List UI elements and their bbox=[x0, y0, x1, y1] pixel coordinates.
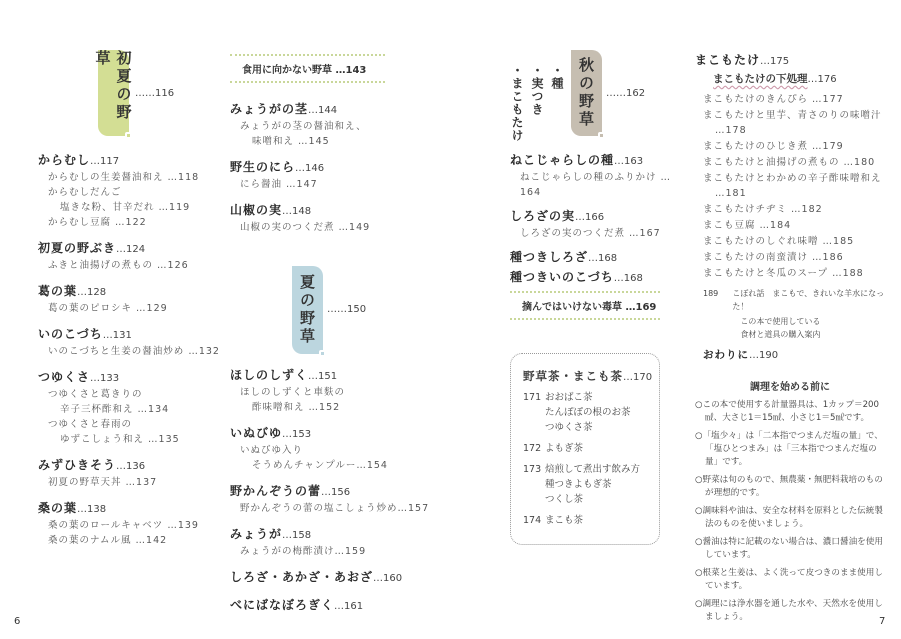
toc-group bbox=[230, 425, 430, 473]
tea-line: おおばこ茶 bbox=[545, 392, 593, 403]
heading-page: …158 bbox=[282, 530, 312, 541]
toc-group bbox=[230, 483, 430, 516]
toc-subitem bbox=[230, 443, 430, 473]
toc-subitem bbox=[38, 475, 228, 490]
makomo-items bbox=[695, 92, 895, 281]
makomo-item bbox=[695, 171, 895, 201]
toc-subitem bbox=[38, 387, 228, 417]
prep-title: まこもたけの下処理 bbox=[713, 73, 808, 85]
item-line: まこもたけのしぐれ味噌 …185 bbox=[703, 236, 855, 247]
note-text: 食用に向かない野草 …143 bbox=[242, 65, 367, 76]
heading-page: …156 bbox=[321, 487, 351, 498]
note-text: 摘んではいけない毒草 …169 bbox=[522, 302, 657, 313]
toc-heading bbox=[230, 159, 430, 177]
subitem-line: 葛の葉のピロシキ …129 bbox=[48, 303, 168, 314]
subitem-line: 酢味噌和え …152 bbox=[252, 402, 341, 413]
heading-title: 葛の葉 bbox=[38, 284, 78, 298]
toc-subitem bbox=[510, 226, 690, 241]
tea-lines bbox=[545, 462, 640, 507]
subitem-line: 野かんぞうの蕾の塩こしょう炒め…157 bbox=[240, 503, 430, 514]
toc-column-4 bbox=[695, 52, 895, 364]
tea-lines bbox=[545, 390, 631, 435]
tea-row bbox=[523, 513, 659, 528]
tea-line: つくし茶 bbox=[545, 494, 584, 505]
autumn-side-text bbox=[510, 64, 566, 144]
makomo-item bbox=[695, 234, 895, 249]
toc-subitem bbox=[38, 301, 228, 316]
toc-heading bbox=[38, 457, 228, 475]
extra-column: こぼれ話 まこもで、きれいな羊水になった！ bbox=[732, 289, 885, 311]
toc-heading bbox=[230, 483, 430, 501]
heading-page: …163 bbox=[614, 156, 644, 167]
toc-heading bbox=[38, 240, 228, 258]
heading-title: みずひきそう bbox=[38, 458, 117, 472]
makomo-item bbox=[695, 218, 895, 233]
toc-group bbox=[510, 208, 690, 241]
toc-heading bbox=[510, 249, 690, 267]
tea-page-num: 172 bbox=[523, 443, 542, 454]
subitem-line: にら醤油 …147 bbox=[240, 179, 318, 190]
note-bullet: ○野菜は旬のもので、無農薬・無肥料栽培のものが理想的です。 bbox=[695, 475, 883, 498]
side-text: ・まこもたけ bbox=[510, 64, 524, 142]
subitem-line: 桑の葉のナムル風 …142 bbox=[48, 535, 168, 546]
toc-heading bbox=[38, 369, 228, 387]
subitem-line: ほしのしずくと車麩の bbox=[240, 387, 346, 398]
extra-line: この本で使用している bbox=[740, 317, 821, 326]
poison-note bbox=[510, 291, 660, 320]
makomo-prep bbox=[695, 70, 895, 89]
extra-line: 食材と道具の購入案内 bbox=[740, 330, 821, 339]
toc-heading bbox=[510, 208, 690, 226]
page-number-left: 6 bbox=[14, 616, 21, 627]
autumn-page: ……162 bbox=[606, 88, 646, 99]
makomo-item bbox=[695, 108, 895, 138]
subitem-line: ゆずこしょう和え …135 bbox=[60, 434, 180, 445]
subitem-line: みょうがの茎の醤油和え、 bbox=[240, 121, 367, 132]
tea-row bbox=[523, 441, 659, 456]
heading-page: …133 bbox=[90, 373, 120, 384]
item-line: まこも豆腐 …184 bbox=[703, 220, 792, 231]
subitem-line: 桑の葉のロールキャベツ …139 bbox=[48, 520, 199, 531]
toc-group bbox=[230, 101, 430, 149]
toc-subitem bbox=[38, 518, 228, 533]
item-line: まこもたけのきんぴら …177 bbox=[703, 94, 844, 105]
toc-group bbox=[38, 500, 228, 548]
subitem-line: 山椒の実のつくだ煮 …149 bbox=[240, 222, 371, 233]
toc-group bbox=[230, 597, 430, 615]
heading-title: いぬびゆ bbox=[230, 426, 283, 440]
toc-heading bbox=[230, 202, 430, 220]
toc-column-2-bottom bbox=[230, 367, 430, 625]
subitem-line: からむしだんご bbox=[48, 187, 122, 198]
summer-label bbox=[292, 266, 323, 354]
makomo-item bbox=[695, 266, 895, 281]
heading-page: …144 bbox=[308, 105, 338, 116]
toc-heading bbox=[510, 152, 690, 170]
extra-num: 189 bbox=[703, 289, 719, 298]
subitem-line: 味噌和え …145 bbox=[252, 136, 330, 147]
tea-rows bbox=[523, 390, 659, 528]
subitem-line: つゆくさと葛きりの bbox=[48, 389, 143, 400]
tea-line: たんぽぽの根のお茶 bbox=[545, 407, 631, 418]
afterword-page: …190 bbox=[749, 350, 779, 361]
toc-subitem bbox=[38, 533, 228, 548]
subitem-line: いのこづちと生姜の醤油炒め …132 bbox=[48, 346, 220, 357]
makomo-item bbox=[695, 202, 895, 217]
tea-lines bbox=[545, 513, 583, 528]
toc-heading bbox=[38, 152, 228, 170]
tea-page-num: 171 bbox=[523, 392, 542, 403]
item-line: まこもたけと冬瓜のスープ …188 bbox=[703, 268, 864, 279]
heading-page: …153 bbox=[282, 429, 312, 440]
heading-page: …151 bbox=[308, 371, 338, 382]
toc-group bbox=[38, 283, 228, 316]
note-bullet: ○この本で使用する計量器具は、1カップ＝200㎖、大さじ1＝15㎖、小さじ1＝5㎖です。 bbox=[695, 400, 879, 423]
makomo-item bbox=[695, 92, 895, 107]
toc-heading bbox=[230, 569, 430, 587]
makomo-item bbox=[695, 155, 895, 170]
subitem-line: 塩きな粉、甘辛だれ …119 bbox=[60, 202, 191, 213]
heading-page: …175 bbox=[760, 56, 790, 67]
heading-title: いのこづち bbox=[38, 327, 103, 341]
tea-page-num: 174 bbox=[523, 515, 542, 526]
section-title: 秋の野草 bbox=[577, 57, 595, 129]
toc-subitem bbox=[38, 258, 228, 273]
afterword bbox=[695, 347, 895, 364]
makomo-item bbox=[695, 250, 895, 265]
afterword-title: おわりに bbox=[703, 349, 749, 361]
note-bullet: ○「塩少々」は「二本指でつまんだ塩の量」で、「塩ひとつまみ」は「三本指でつまんだ塩の量」です。 bbox=[695, 431, 883, 467]
heading-title: 野生のにら bbox=[230, 160, 296, 174]
tea-row bbox=[523, 390, 659, 435]
toc-heading bbox=[510, 269, 690, 287]
toc-heading bbox=[38, 500, 228, 518]
subitem-line: つゆくさと春雨の bbox=[48, 419, 133, 430]
toc-subitem bbox=[38, 417, 228, 447]
toc-group bbox=[510, 249, 690, 267]
toc-group bbox=[38, 240, 228, 273]
toc-group bbox=[38, 152, 228, 230]
item-line: まこもたけの南蛮漬け …186 bbox=[703, 252, 844, 263]
toc-subitem bbox=[230, 544, 430, 559]
toc-subitem bbox=[230, 501, 430, 516]
subitem-line: 初夏の野草天丼 …137 bbox=[48, 477, 158, 488]
toc-heading bbox=[230, 526, 430, 544]
toc-column-2-top bbox=[230, 101, 430, 245]
tea-title: 野草茶・まこも茶 bbox=[523, 369, 623, 383]
heading-title: からむし bbox=[38, 153, 91, 167]
tea-page-num: 173 bbox=[523, 464, 542, 475]
heading-title: 種つきしろざ bbox=[510, 250, 589, 264]
cooking-notes bbox=[695, 378, 885, 629]
toc-group bbox=[230, 569, 430, 587]
heading-title: 山椒の実 bbox=[230, 203, 283, 217]
toc-group bbox=[510, 152, 690, 200]
toc-group bbox=[230, 159, 430, 192]
heading-title: しろざ・あかざ・あおざ bbox=[230, 570, 374, 584]
heading-title: 種つきいのこづち bbox=[510, 270, 614, 284]
heading-page: …166 bbox=[575, 212, 605, 223]
autumn-label bbox=[571, 50, 602, 136]
heading-title: ほしのしずく bbox=[230, 368, 309, 382]
heading-title: べにばなぼろぎく bbox=[230, 598, 335, 612]
subitem-line: ふきと油揚げの煮もの …126 bbox=[48, 260, 189, 271]
heading-title: しろざの実 bbox=[510, 209, 576, 223]
note-bullet: ○醤油は特に記載のない場合は、濃口醤油を使用しています。 bbox=[695, 537, 883, 560]
heading-title: 桑の葉 bbox=[38, 501, 78, 515]
item-line: まこもたけと油揚げの煮もの …180 bbox=[703, 157, 876, 168]
toc-subitem bbox=[510, 170, 690, 200]
toc-subitem bbox=[230, 220, 430, 235]
subitem-line: からむしの生姜醤油和え …118 bbox=[48, 172, 200, 183]
toc-subitem bbox=[230, 177, 430, 192]
toc-subitem bbox=[230, 385, 430, 415]
toc-subitem bbox=[38, 170, 228, 185]
subitem-line: いぬびゆ入り bbox=[240, 445, 304, 456]
heading-page: …161 bbox=[334, 601, 364, 612]
heading-page: …138 bbox=[77, 504, 107, 515]
item-line: まこもたけチヂミ …182 bbox=[703, 204, 823, 215]
toc-subitem bbox=[38, 185, 228, 215]
heading-page: …136 bbox=[116, 461, 146, 472]
tea-box bbox=[510, 353, 660, 545]
toc-heading bbox=[230, 101, 430, 119]
toc-group bbox=[38, 457, 228, 490]
toc-heading bbox=[230, 425, 430, 443]
subitem-line: しろざの実のつくだ煮 …167 bbox=[520, 228, 661, 239]
heading-page: …117 bbox=[90, 156, 120, 167]
notes-title: 調理を始める前に bbox=[750, 382, 830, 393]
toc-heading bbox=[230, 597, 430, 615]
heading-title: つゆくさ bbox=[38, 370, 91, 384]
makomo-item bbox=[695, 139, 895, 154]
note-bullet: ○調味料や油は、安全な材料を原料とした伝統製法のものを使いましょう。 bbox=[695, 506, 883, 529]
toc-column-3 bbox=[510, 152, 690, 289]
heading-page: …168 bbox=[613, 273, 643, 284]
side-text: ・種 bbox=[550, 64, 564, 90]
note-bullet: ○根菜と生姜は、よく洗って皮つきのまま使用しています。 bbox=[695, 568, 883, 591]
heading-title: 野かんぞうの蕾 bbox=[230, 484, 322, 498]
tea-heading bbox=[523, 368, 659, 384]
toc-heading bbox=[230, 367, 430, 385]
toc-group bbox=[230, 526, 430, 559]
side-text: ・実つき bbox=[530, 64, 544, 116]
heading-title: みょうが bbox=[230, 527, 283, 541]
heading-page: …168 bbox=[588, 253, 618, 264]
heading-title: みょうがの茎 bbox=[230, 102, 309, 116]
toc-subitem bbox=[38, 215, 228, 230]
subitem-line: みょうがの梅酢漬け…159 bbox=[240, 546, 367, 557]
heading-page: …146 bbox=[295, 163, 325, 174]
extra-entry bbox=[695, 287, 895, 341]
tea-line: つゆくさ茶 bbox=[545, 422, 593, 433]
tea-line: まこも茶 bbox=[545, 515, 584, 526]
toc-heading bbox=[38, 326, 228, 344]
tea-page: …170 bbox=[623, 372, 653, 383]
tea-line: 焙煎して煮出す飲み方 bbox=[545, 464, 641, 475]
section-title: 夏の野草 bbox=[298, 274, 316, 346]
heading-title: まこもたけ bbox=[695, 53, 761, 67]
heading-page: …128 bbox=[77, 287, 107, 298]
subitem-line: そうめんチャンプルー…154 bbox=[252, 460, 388, 471]
toc-subitem bbox=[38, 344, 228, 359]
makomo-heading bbox=[695, 52, 895, 70]
toc-group bbox=[230, 202, 430, 235]
item-line: まこもたけと里芋、青さのりの味噌汁 bbox=[703, 110, 882, 121]
prep-page: …176 bbox=[807, 74, 837, 85]
tea-row bbox=[523, 462, 659, 507]
subitem-line: ねこじゃらしの種のふりかけ …164 bbox=[520, 172, 672, 198]
item-line: まこもたけとわかめの辛子酢味噌和え bbox=[703, 173, 882, 184]
early-summer-page: ……116 bbox=[135, 88, 175, 99]
subitem-line: からむし豆腐 …122 bbox=[48, 217, 147, 228]
summer-page: ……150 bbox=[327, 304, 367, 315]
early-summer-label bbox=[93, 50, 133, 136]
heading-page: …131 bbox=[102, 330, 132, 341]
toc-column-1 bbox=[38, 152, 228, 558]
inedible-note bbox=[230, 54, 385, 83]
note-bullet: ○調理には浄水器を通した水や、天然水を使用しましょう。 bbox=[695, 599, 883, 622]
heading-page: …160 bbox=[373, 573, 403, 584]
heading-title: ねこじゃらしの種 bbox=[510, 153, 615, 167]
item-line: …178 bbox=[715, 125, 747, 136]
heading-title: 初夏の野ぶき bbox=[38, 241, 117, 255]
toc-group bbox=[38, 369, 228, 447]
item-line: まこもたけのひじき煮 …179 bbox=[703, 141, 844, 152]
tea-line: 種つきよもぎ茶 bbox=[545, 479, 612, 490]
heading-page: …148 bbox=[282, 206, 312, 217]
section-title: 初夏の野草 bbox=[93, 50, 133, 122]
heading-page: …124 bbox=[116, 244, 146, 255]
tea-lines bbox=[545, 441, 583, 456]
toc-group bbox=[230, 367, 430, 415]
toc-subitem bbox=[230, 119, 430, 149]
toc-heading bbox=[38, 283, 228, 301]
toc-group bbox=[510, 269, 690, 287]
item-line: …181 bbox=[715, 188, 747, 199]
toc-group bbox=[38, 326, 228, 359]
notes-list bbox=[695, 399, 885, 624]
tea-line: よもぎ茶 bbox=[545, 443, 584, 454]
page-number-right: 7 bbox=[879, 616, 886, 627]
subitem-line: 辛子三杯酢和え …134 bbox=[60, 404, 170, 415]
